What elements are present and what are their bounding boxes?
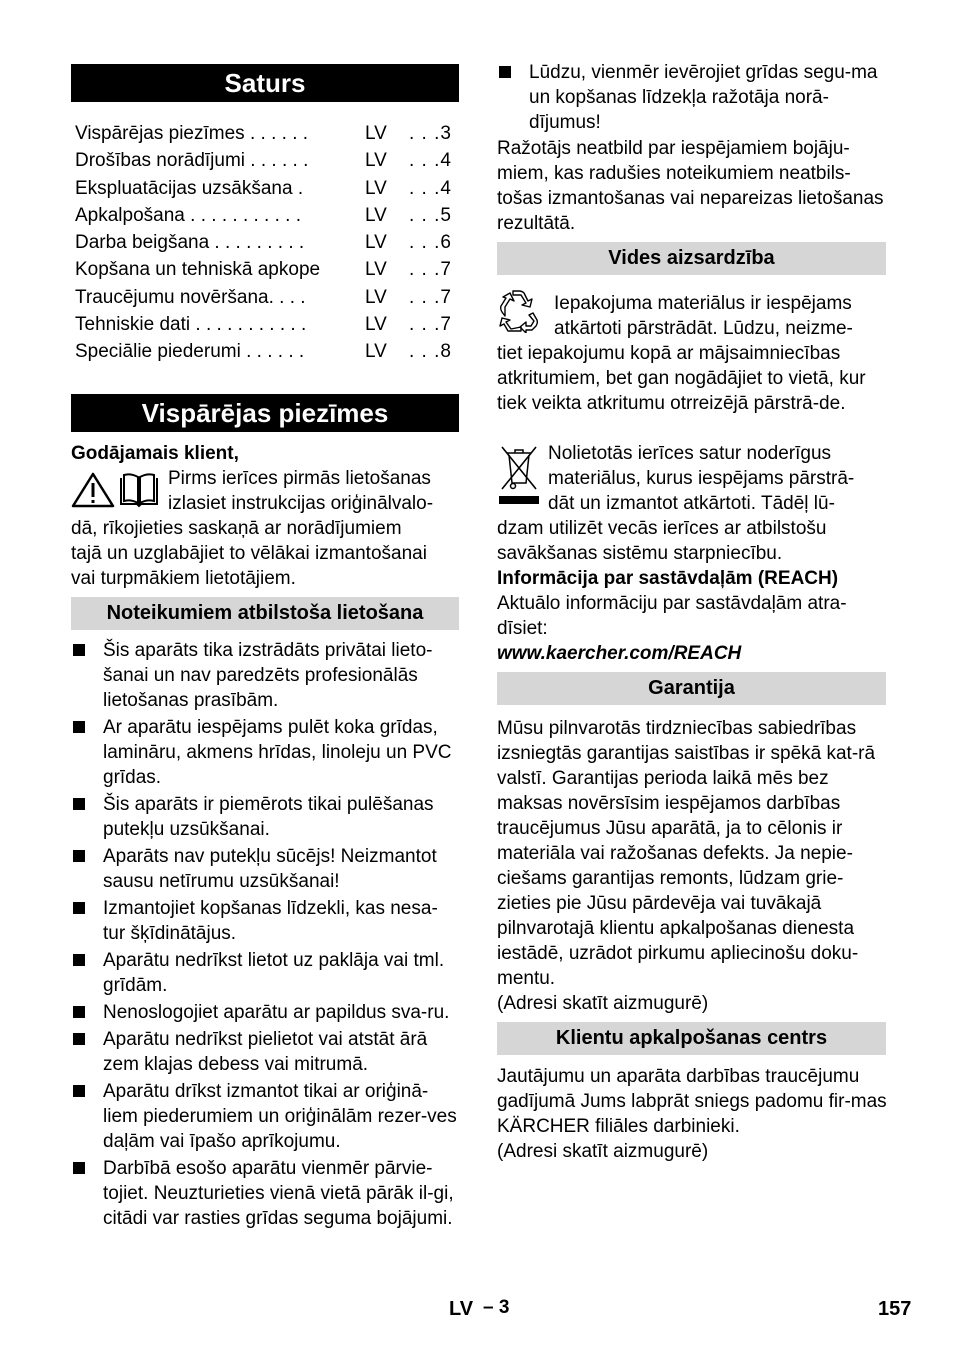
toc-entry-page: . . .3 (409, 123, 452, 144)
book-icon (117, 472, 161, 508)
toc-entry (75, 338, 304, 365)
toc-entry-page: . . .8 (409, 341, 452, 363)
intro-line-2: izlasiet instrukcijas oriģinālvalo- (168, 493, 434, 514)
intro-line-5: vai turpmākiem lietotājiem. (71, 568, 296, 589)
toc-entry-label: Vispārējas piezīmes (75, 123, 245, 144)
toc-entry-lang: LV (365, 314, 387, 336)
toc-entry-label: Darba beigšana (75, 232, 210, 254)
toc-entry (75, 256, 320, 283)
wheelie-bin-crossed-icon (499, 443, 539, 507)
reach-title: Informācija par sastāvdaļām (REACH) (497, 568, 839, 589)
list-item: Aparātu nedrīkst lietot uz paklāja vai tml. grīdām. (71, 948, 459, 998)
toc-row[interactable] (75, 311, 455, 338)
toc-leader-dots: . (292, 177, 304, 199)
list-item: Šis aparāts tika izstrādāts privātai lieto-šanai un nav paredzēts profesionālās lietošanas prasībām. (71, 638, 459, 713)
toc-entry-page: . . .7 (409, 286, 452, 308)
toc-entry-label: Apkalpošana (75, 204, 185, 226)
env-line-1b: atkārtoti pārstrādāt. Lūdzu, neizme- (554, 318, 853, 339)
toc-leader-dots: . . . . . . (240, 341, 305, 363)
list-item: Aparātu nedrīkst pielietot vai atstāt ārā zem klajas debess vai mitrumā. (71, 1027, 459, 1077)
list-item: Izmantojiet kopšanas līdzekli, kas nesa-tur šķīdinātājus. (71, 896, 459, 946)
reach-link[interactable]: www.kaercher.com/REACH (497, 643, 742, 664)
footer-lang: LV (449, 1298, 474, 1320)
env-line-2d: dzam utilizēt vecās ierīces ar atbilstošu savākšanas sistēmu starpniecību. (497, 518, 827, 564)
env-line-1c: tiet iepakojumu kopā ar mājsaimniecības atkritumiem, bet gan nogādājiet to vietā, kur tiek veikta atkritumu otrreizējā pārstrā-de. (497, 343, 866, 414)
toc-leader-dots: . . . . . . (245, 150, 309, 172)
intro-line-3: dā, rīkojieties saskaņā ar norādījumiem (71, 518, 402, 539)
toc-entry-page: . . .7 (409, 314, 452, 336)
service-address: (Adresi skatīt aizmugurē) (497, 1141, 709, 1162)
toc-entry-label: Speciālie piederumi (75, 341, 241, 363)
toc-leader-dots: . . . . . . (244, 123, 309, 144)
toc-entry-lang: LV (365, 150, 387, 172)
intro-line-4: tajā un uzglabājiet to vēlākai izmantošanai (71, 543, 427, 564)
greeting: Godājamais klient, (71, 443, 239, 464)
list-item: Šis aparāts ir piemērots tikai pulēšanas putekļu uzsūkšanai. (71, 792, 459, 842)
toc-leader-dots: . . . . . . . . . . . (190, 314, 307, 336)
env-line-2b: materiālus, kurus iespējams pārstrā- (548, 468, 855, 489)
service-text: Jautājumu un aparāta darbības traucējumu gadījumā Jums labprāt sniegs padomu fir-mas KÄRCHER filiāles darbinieki. (497, 1066, 887, 1137)
toc-entry-page: . . .5 (409, 204, 452, 226)
list-item: Lūdzu, vienmēr ievērojiet grīdas segu-ma un kopšanas līdzekļa ražotāja norā-dījumus! (497, 60, 887, 135)
list-item: Ar aparātu iespējams pulēt koka grīdas, lamināru, akmens hrīdas, linoleju un PVC grīdas. (71, 715, 459, 790)
recycle-icon (497, 289, 541, 333)
list-item: Darbībā esošo aparātu vienmēr pārvie-tojiet. Neuzturieties vienā vietā pārāk il-gi, citādi var rasties grīdas seguma bojājumi. (71, 1156, 459, 1231)
toc-entry-page: . . .7 (409, 259, 452, 281)
intended-use-list (71, 638, 459, 1233)
toc-row[interactable] (75, 120, 455, 147)
env-line-2c: dāt un izmantot atkārtoti. Tādēļ lū- (548, 493, 835, 514)
reach-text: Aktuālo informāciju par sastāvdaļām atra-dīsiet: (497, 593, 847, 639)
toc-entry-lang: LV (365, 123, 387, 144)
toc-entry (75, 147, 308, 174)
toc-entry-lang: LV (365, 204, 387, 226)
toc-row[interactable] (75, 147, 455, 174)
toc-entry-lang: LV (365, 286, 387, 308)
toc-row[interactable] (75, 229, 455, 256)
toc-entry-label: Traucējumu novēršana (75, 286, 269, 308)
contents-title: Saturs (71, 64, 459, 102)
warranty-title: Garantija (497, 672, 886, 705)
toc-entry-lang: LV (365, 232, 387, 254)
env-title: Vides aizsardzība (497, 242, 886, 275)
service-title: Klientu apkalpošanas centrs (497, 1022, 886, 1055)
right-bullet-list (497, 60, 887, 137)
toc-entry-label: Tehniskie dati (75, 314, 191, 336)
toc-entry (75, 175, 303, 202)
toc-entry-page: . . .6 (409, 232, 452, 254)
intro-line-1: Pirms ierīces pirmās lietošanas (168, 468, 431, 489)
env-line-2a: Nolietotās ierīces satur noderīgus (548, 443, 832, 464)
toc-row[interactable] (75, 284, 455, 311)
toc-leader-dots: . . . . . . . . . (209, 232, 305, 254)
warranty-text: Mūsu pilnvarotās tirdzniecības sabiedrības izsniegtās garantijas saistības ir spēkā kat-rā valstī. Garantijas perioda laikā mēs bez maksas novērsīsim iespējamos darbības traucējumus Jūsu aparātā, ja to cēlonis ir materiāla vai ražošanas defekts. Ja nepie-ciešams garantijas remonts, lūdzam grie-zieties pie Jūsu pārdevēja vai tuvākajā pilnvarotajā klientu apkalpošanas dienesta iestādē, uzrādot pirkumu apliecinošu doku-mentu. (497, 718, 876, 989)
env-line-1a: Iepakojuma materiālus ir iespējams (554, 293, 852, 314)
toc-entry-lang: LV (365, 259, 387, 281)
page-number: 157 (878, 1298, 912, 1320)
toc-row[interactable] (75, 202, 455, 229)
toc-entry-page: . . .4 (409, 177, 452, 199)
toc-entry (75, 120, 308, 147)
toc-row[interactable] (75, 256, 455, 283)
warranty-address: (Adresi skatīt aizmugurē) (497, 993, 709, 1014)
general-title: Vispārējas piezīmes (71, 394, 459, 432)
toc-entry-page: . . .4 (409, 150, 452, 172)
list-item: Nenoslogojiet aparātu ar papildus sva-ru. (71, 1000, 459, 1025)
list-item: Aparātu drīkst izmantot tikai ar oriģinā-liem piederumiem un oriģinālām rezer-ves daļām vai īpašo aprīkojumu. (71, 1079, 459, 1154)
toc-leader-dots: . . . . . . . . . . . (184, 204, 302, 226)
table-of-contents (75, 120, 455, 366)
toc-entry (75, 202, 301, 229)
toc-row[interactable] (75, 175, 455, 202)
footer-section: – 3 (483, 1297, 510, 1318)
liability-text: Ražotājs neatbild par iespējamiem bojāju-miem, kas radušies noteikumiem neatbils-tošas izmantošanas vai nepareizas lietošanas rezultātā. (497, 138, 884, 234)
toc-leader-dots: . . . . (268, 286, 306, 308)
toc-row[interactable] (75, 338, 455, 365)
toc-entry (75, 284, 306, 311)
toc-entry-lang: LV (365, 177, 387, 199)
toc-entry-label: Kopšana un tehniskā apkope (75, 259, 321, 281)
toc-entry (75, 311, 306, 338)
toc-entry (75, 229, 304, 256)
toc-entry-lang: LV (365, 341, 387, 363)
toc-entry-label: Ekspluatācijas uzsākšana (75, 177, 293, 199)
intended-use-title: Noteikumiem atbilstoša lietošana (71, 597, 459, 630)
list-item: Aparāts nav putekļu sūcējs! Neizmantot sausu netīrumu uzsūkšanai! (71, 844, 459, 894)
toc-entry-label: Drošības norādījumi (75, 150, 246, 172)
